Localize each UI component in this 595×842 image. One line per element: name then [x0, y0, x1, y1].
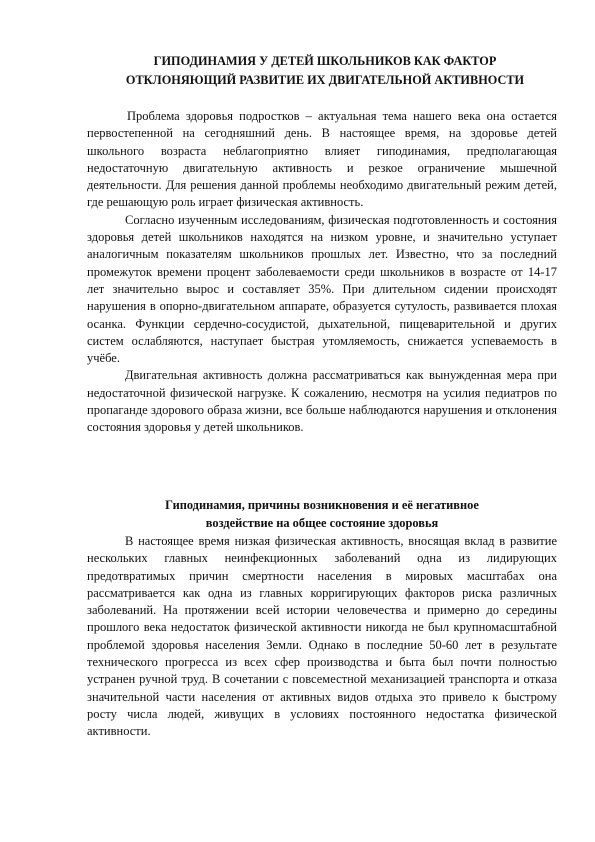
section-1-body	[87, 108, 557, 437]
section-2-heading-line-2: воздействие на общее состояние здоровья	[205, 515, 439, 530]
section-2-body	[87, 533, 557, 741]
section-2-heading-line-1: Гиподинамия, причины возникновения и её негативное	[165, 498, 479, 512]
section-2-paragraph-1: В настоящее время низкая физическая активность, вносящая вклад в развитие нескольких главных неинфекционных заболеваний одна из лидирующих предотвратимых причин смертности населения в мировых масштабах она рассматривается как одна из главных корригирующих факторов риска различных заболеваний. На протяжении всей истории человечества и примерно до середины прошлого века недостаток физической активности никогда не был крупномасштабной проблемой здоровья населения Земли. Однако в последние 50-60 лет в результате технического прогресса из всех сфер производства и быта был почти полностью устранен ручной труд. В сочетании с повсеместной механизацией транспорта и отказа значительной части населения от активных видов отдыха это привело к быстрому росту числа людей, живущих в условиях постоянного недостатка физической активности.	[87, 534, 557, 739]
document-title	[80, 52, 570, 90]
section-1-paragraph-1: Проблема здоровья подростков – актуальная тема нашего века она остается первостепенной на сегодняшний день. В настоящее время, на здоровье детей школьного возраста неблагоприятно влияет гиподинамия, предполагающая недостаточную двигательную активность и резкое ограничение мышечной деятельности. Для решения данной проблемы необходимо двигательный режим детей, где решающую роль играет физическая активность.	[87, 109, 557, 210]
section-2-heading	[87, 497, 557, 532]
section-1-paragraph-3: Двигательная активность должна рассматриваться как вынужденная мера при недостаточной физической нагрузке. К сожалению, несмотря на усилия педиатров по пропаганде здорового образа жизни, все больше наблюдаются нарушения и отклонения состояния здоровья у детей школьников.	[87, 368, 557, 435]
document-title-line-2: ОТКЛОНЯЮЩИЙ РАЗВИТИЕ ИХ ДВИГАТЕЛЬНОЙ АКТИВНОСТИ	[125, 73, 525, 87]
document-title-line-1: ГИПОДИНАМИЯ У ДЕТЕЙ ШКОЛЬНИКОВ КАК ФАКТОР	[153, 54, 497, 68]
section-1-paragraph-2: Согласно изученным исследованиям, физическая подготовленность и состояния здоровья детей школьников находятся на низком уровне, и значительно уступает аналогичным показателям школьников прошлых лет. Известно, что за последний промежуток времени процент заболеваемости среди школьников в возрасте от 14-17 лет значительно вырос и составляет 35%. При длительном сидении происходят нарушения в опорно-двигательном аппарате, образуется сутулость, развивается плохая осанка. Функции сердечно-сосудистой, дыхательной, пищеварительной и других систем ослабляются, наступает быстрая утомляемость, снижается успеваемость в учёбе.	[87, 212, 557, 366]
